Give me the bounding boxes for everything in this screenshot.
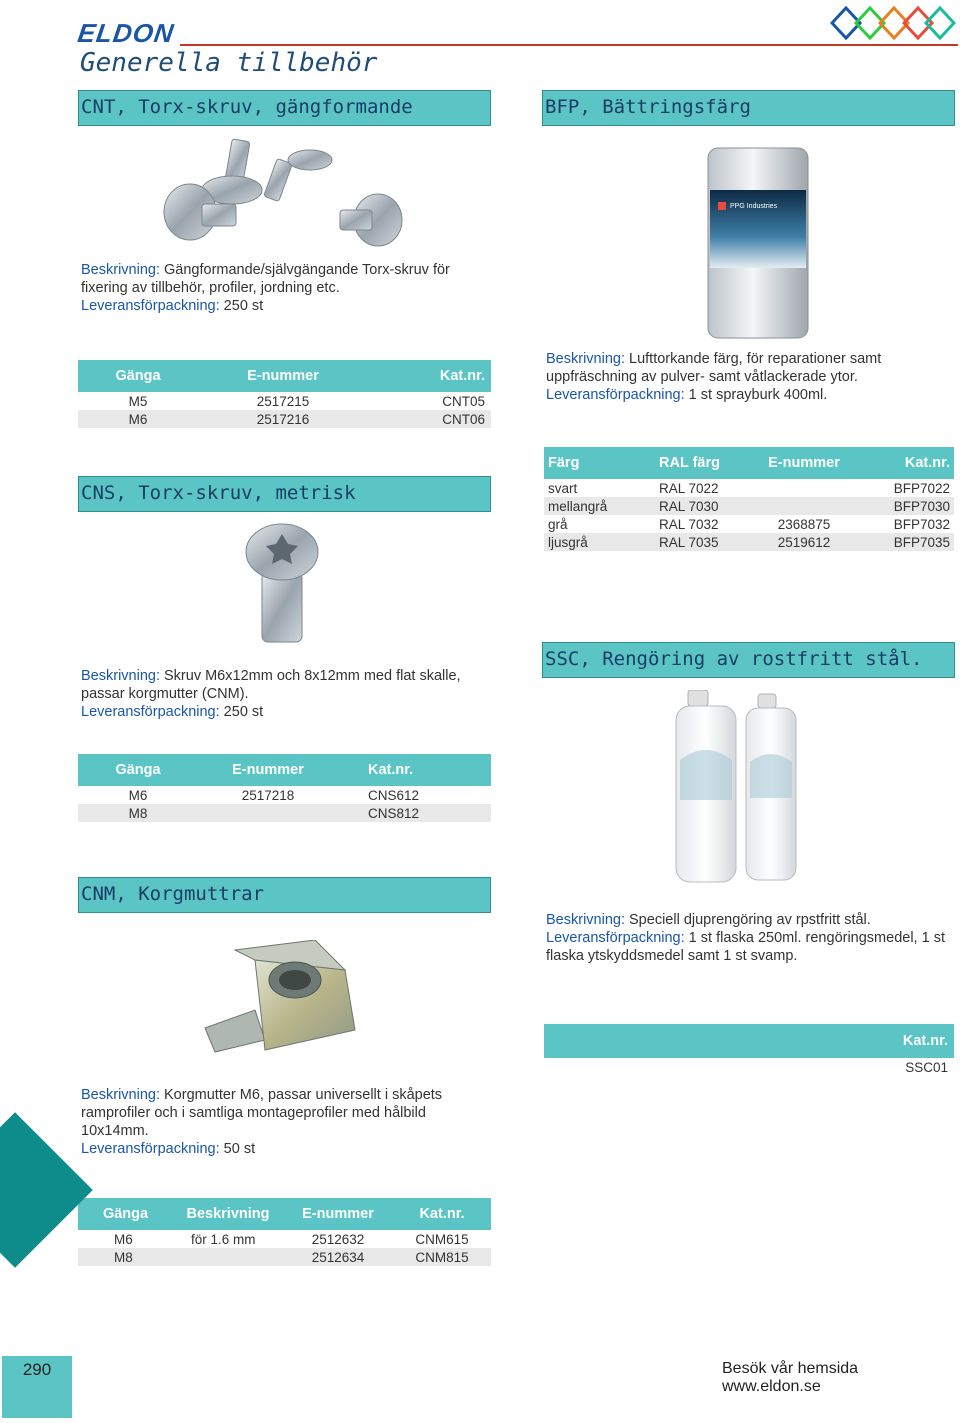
bfp-table [544, 447, 954, 551]
bfp-cell: BFP7032 [893, 516, 950, 532]
cnm-cell: M8 [78, 1248, 173, 1266]
cnt-description [81, 261, 481, 315]
cnt-cell: CNT05 [442, 393, 485, 409]
cns-th-enummer: E-nummer [198, 754, 338, 786]
bfp-cell: RAL 7030 [649, 497, 744, 515]
bfp-cell: mellangrå [544, 497, 649, 515]
cnt-cell: 2517215 [256, 393, 310, 409]
cns-cell: M8 [78, 804, 198, 822]
bfp-cell: 2519612 [744, 533, 864, 551]
cnt-cell: CNT06 [368, 410, 491, 428]
cnm-cell [173, 1248, 283, 1266]
cnm-cell: 2512632 [311, 1231, 365, 1247]
cns-title: CNS, Torx-skruv, metrisk [81, 482, 356, 504]
bfp-cell: RAL 7022 [659, 480, 719, 496]
cnt-table [78, 360, 491, 428]
cnm-pack-label: Leveransförpackning: [81, 1141, 220, 1157]
bfp-can-brand: PPG Industries [730, 203, 778, 210]
cns-description [81, 667, 481, 721]
cns-cell: M6 [128, 787, 148, 803]
cnm-desc-label: Beskrivning: [81, 1087, 160, 1103]
cnt-desc-label: Beskrivning: [81, 262, 160, 278]
cns-cell [198, 804, 338, 822]
cns-th-ganga: Gänga [78, 754, 198, 786]
cnm-cage-nut-image [195, 940, 360, 1065]
cns-th-katnr: Kat.nr. [338, 754, 491, 786]
ssc-desc-label: Beskrivning: [546, 912, 625, 928]
bfp-cell: RAL 7035 [649, 533, 744, 551]
bfp-cell: BFP7022 [893, 480, 950, 496]
cns-desc-text: Skruv M6x12mm och 8x12mm med flat skalle, passar korgmutter (CNM). [81, 668, 461, 702]
bfp-cell [744, 497, 864, 515]
cns-screw-image [240, 522, 330, 647]
cnm-pack-text: 50 st [219, 1141, 256, 1157]
ssc-description [546, 911, 951, 965]
table-row [78, 410, 491, 428]
ssc-bottles-image [670, 690, 800, 885]
bfp-th-katnr: Kat.nr. [864, 447, 954, 479]
table-row [544, 533, 954, 551]
cnm-cell: 2512634 [283, 1248, 393, 1266]
bfp-cell: grå [548, 516, 568, 532]
cnt-screws-image [150, 130, 420, 248]
cns-section-header [78, 476, 491, 512]
cns-table [78, 754, 491, 822]
table-row [544, 479, 954, 497]
cnt-cell: M6 [78, 410, 198, 428]
bfp-title: BFP, Bättringsfärg [545, 96, 751, 118]
cnm-description [81, 1086, 481, 1158]
cnt-th-katnr: Kat.nr. [368, 360, 491, 392]
cnt-pack-label: Leveransförpackning: [81, 298, 220, 314]
cnm-desc-text: Korgmutter M6, passar universellt i skåpets ramprofiler och i samtliga montageprofiler med hålbild 10x14mm. [81, 1087, 443, 1139]
cnt-th-ganga: Gänga [78, 360, 198, 392]
bfp-desc-text: Lufttorkande färg, för reparationer samt uppfräschning av pulver- samt våtlackerade ytor. [546, 351, 882, 385]
ssc-desc-text: Speciell djuprengöring av rpstfritt stål. [624, 912, 871, 928]
table-row [544, 1058, 954, 1076]
bfp-th-ral: RAL färg [649, 447, 744, 479]
cnm-cell: M6 [114, 1231, 133, 1247]
diamonds-logo-icon [830, 4, 956, 42]
ssc-pack-text: 1 st flaska 250ml. rengöringsmedel, 1 st flaska ytskyddsmedel samt 1 st svamp. [546, 930, 945, 964]
bfp-th-farg: Färg [544, 447, 649, 479]
table-row [78, 786, 491, 804]
bfp-cell: BFP7035 [864, 533, 954, 551]
cnm-cell: CNM615 [415, 1231, 469, 1247]
cnt-cell: 2517216 [198, 410, 368, 428]
ssc-table [544, 1024, 954, 1076]
cns-cell: CNS812 [338, 804, 491, 822]
cnm-table [78, 1198, 491, 1266]
table-row [78, 804, 491, 822]
cns-cell: 2517218 [241, 787, 295, 803]
cnt-title: CNT, Torx-skruv, gängformande [81, 96, 413, 118]
cnm-th-katnr: Kat.nr. [393, 1198, 491, 1230]
table-row [78, 1248, 491, 1266]
bfp-cell [744, 479, 864, 497]
table-row [544, 515, 954, 533]
bfp-pack-label: Leveransförpackning: [546, 387, 685, 403]
cnm-section-header [78, 877, 491, 913]
table-row [544, 497, 954, 515]
table-row [78, 392, 491, 410]
ssc-section-header [542, 642, 955, 678]
page-number: 290 [22, 1360, 52, 1379]
bfp-cell: 2368875 [777, 516, 831, 532]
ssc-cell: SSC01 [905, 1059, 948, 1075]
bfp-cell: RAL 7032 [659, 516, 719, 532]
cns-pack-label: Leveransförpackning: [81, 704, 220, 720]
cnm-title: CNM, Korgmuttrar [81, 883, 265, 905]
bfp-spray-can-image [688, 140, 828, 345]
cnm-cell: för 1.6 mm [191, 1231, 256, 1247]
cns-pack-text: 250 st [219, 704, 264, 720]
cnt-section-header [78, 90, 491, 126]
cnt-pack-text: 250 st [219, 298, 264, 314]
bfp-description [546, 350, 951, 404]
cns-desc-label: Beskrivning: [81, 668, 160, 684]
bfp-desc-label: Beskrivning: [546, 351, 625, 367]
eldon-logo: ELDON [75, 18, 177, 48]
bfp-cell: svart [548, 480, 578, 496]
ssc-pack-label: Leveransförpackning: [546, 930, 685, 946]
footer-website-text: Besök vår hemsida www.eldon.se [722, 1360, 859, 1395]
cnm-th-beskrivning: Beskrivning [173, 1198, 283, 1230]
bfp-cell: ljusgrå [544, 533, 649, 551]
bfp-pack-text: 1 st sprayburk 400ml. [684, 387, 828, 403]
cnm-cell: CNM815 [393, 1248, 491, 1266]
bfp-th-enummer: E-nummer [744, 447, 864, 479]
bfp-cell: BFP7030 [864, 497, 954, 515]
cnm-th-ganga: Gänga [78, 1198, 173, 1230]
cnm-th-enummer: E-nummer [283, 1198, 393, 1230]
table-row [78, 1230, 491, 1248]
ssc-th-katnr: Kat.nr. [544, 1024, 954, 1058]
header-divider [180, 44, 958, 46]
page-title: Generella tillbehör [80, 48, 378, 78]
cns-cell: CNS612 [368, 787, 420, 803]
cnt-th-enummer: E-nummer [198, 360, 368, 392]
cnt-cell: M5 [128, 393, 148, 409]
bfp-section-header [542, 90, 955, 126]
cnt-desc-text: Gängformande/självgängande Torx-skruv för fixering av tillbehör, profiler, jordning etc. [81, 262, 450, 296]
ssc-title: SSC, Rengöring av rostfritt stål. [545, 648, 923, 670]
